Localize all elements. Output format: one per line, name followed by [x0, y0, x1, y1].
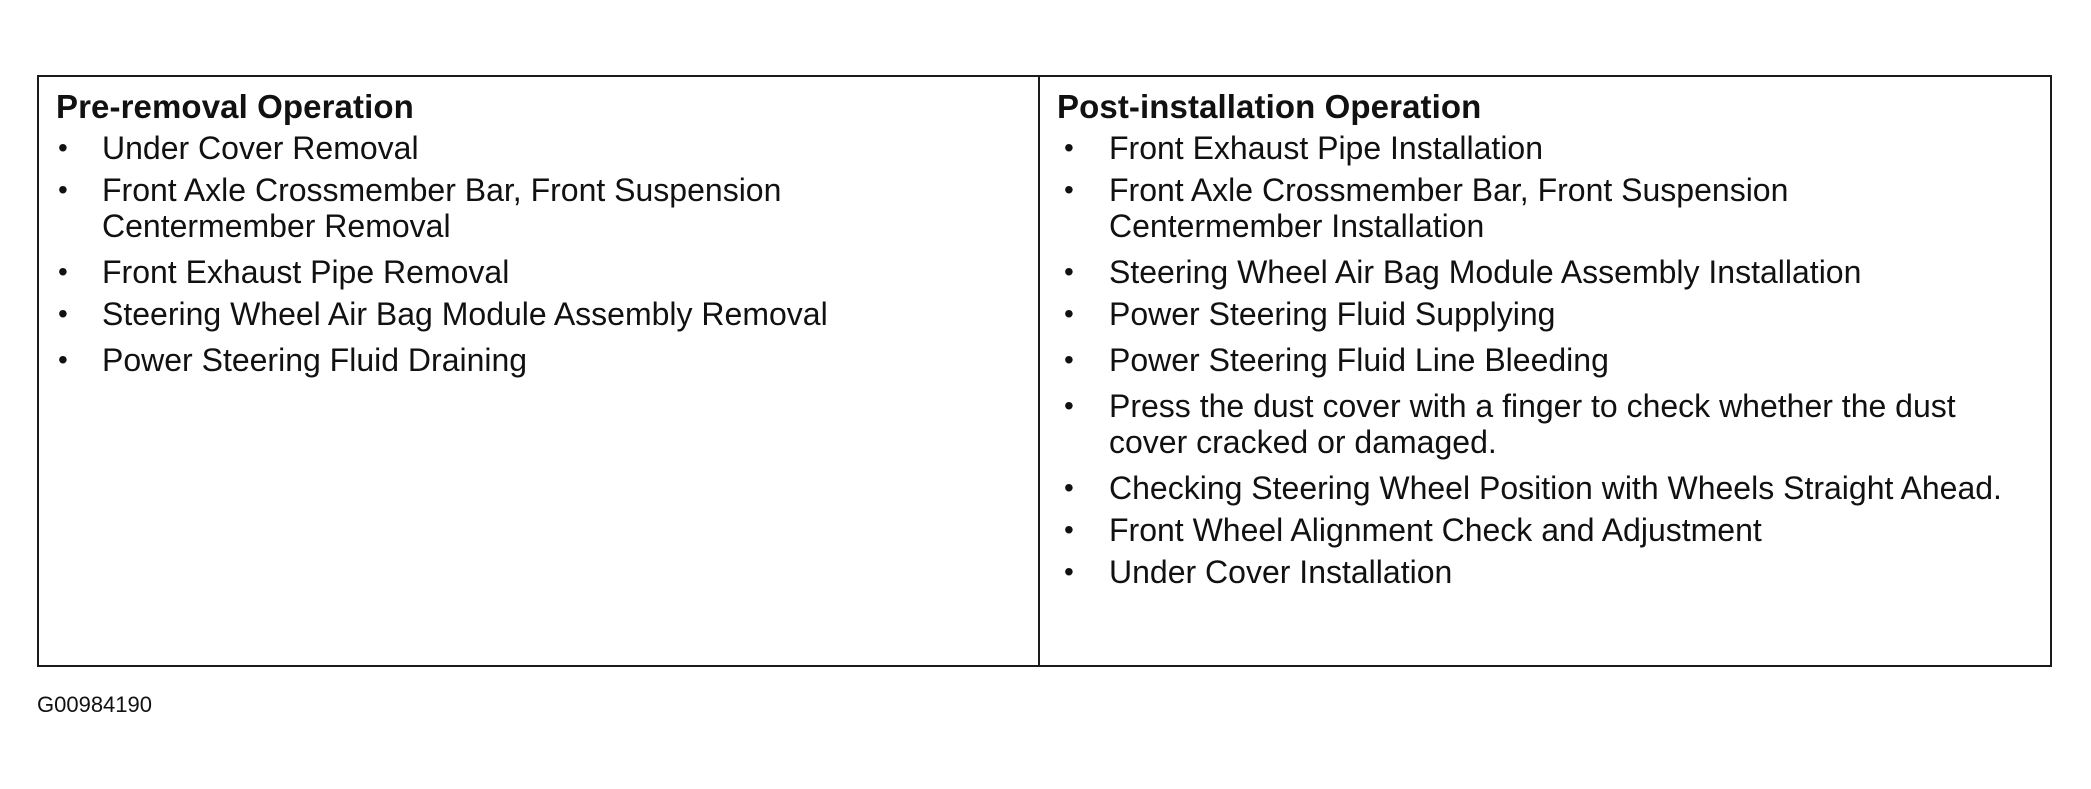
list-item	[1040, 388, 2050, 460]
bullet-icon: •	[1064, 298, 1074, 329]
pre-removal-header: Pre-removal Operation	[56, 88, 414, 125]
post-installation-list	[1040, 130, 2050, 590]
bullet-icon: •	[58, 174, 68, 205]
list-item	[1040, 342, 2050, 378]
bullet-icon: •	[58, 132, 68, 163]
list-item-text: Steering Wheel Air Bag Module Assembly Removal	[102, 296, 828, 332]
list-item-text: Power Steering Fluid Line Bleeding	[1109, 342, 1609, 378]
list-item-text: Checking Steering Wheel Position with Wheels Straight Ahead.	[1109, 470, 2002, 506]
post-installation-header: Post-installation Operation	[1057, 88, 1482, 125]
list-item	[1040, 512, 2050, 548]
list-item	[1040, 254, 2050, 290]
figure-id: G00984190	[37, 692, 152, 717]
list-item-text: Press the dust cover with a finger to check whether the dust cover cracked or damaged.	[1109, 388, 1956, 460]
list-item-text: Under Cover Installation	[1109, 554, 1453, 590]
bullet-icon: •	[58, 344, 68, 375]
list-item	[1040, 554, 2050, 590]
list-item-text: Power Steering Fluid Supplying	[1109, 296, 1556, 332]
list-item-text: Steering Wheel Air Bag Module Assembly Installation	[1109, 254, 1862, 290]
list-item	[39, 130, 1038, 166]
bullet-icon: •	[1064, 344, 1074, 375]
bullet-icon: •	[1064, 256, 1074, 287]
post-installation-column	[1040, 77, 2050, 665]
bullet-icon: •	[1064, 556, 1074, 587]
list-item-text: Front Axle Crossmember Bar, Front Suspension Centermember Installation	[1109, 172, 1789, 244]
list-item	[1040, 470, 2050, 506]
bullet-icon: •	[1064, 174, 1074, 205]
bullet-icon: •	[1064, 514, 1074, 545]
list-item	[1040, 130, 2050, 166]
bullet-icon: •	[58, 298, 68, 329]
list-item-text: Front Wheel Alignment Check and Adjustment	[1109, 512, 1762, 548]
list-item-text: Under Cover Removal	[102, 130, 419, 166]
list-item-text: Front Exhaust Pipe Removal	[102, 254, 510, 290]
list-item	[39, 296, 1038, 332]
operations-table	[37, 75, 2052, 667]
list-item	[39, 342, 1038, 378]
list-item-text: Front Exhaust Pipe Installation	[1109, 130, 1544, 166]
list-item-text: Power Steering Fluid Draining	[102, 342, 528, 378]
list-item	[1040, 296, 2050, 332]
pre-removal-column	[39, 77, 1040, 665]
list-item	[39, 254, 1038, 290]
bullet-icon: •	[1064, 132, 1074, 163]
list-item	[1040, 172, 2050, 244]
bullet-icon: •	[58, 256, 68, 287]
list-item-text: Front Axle Crossmember Bar, Front Suspension Centermember Removal	[102, 172, 782, 244]
bullet-icon: •	[1064, 390, 1074, 421]
bullet-icon: •	[1064, 472, 1074, 503]
list-item	[39, 172, 1038, 244]
pre-removal-list	[39, 130, 1038, 378]
